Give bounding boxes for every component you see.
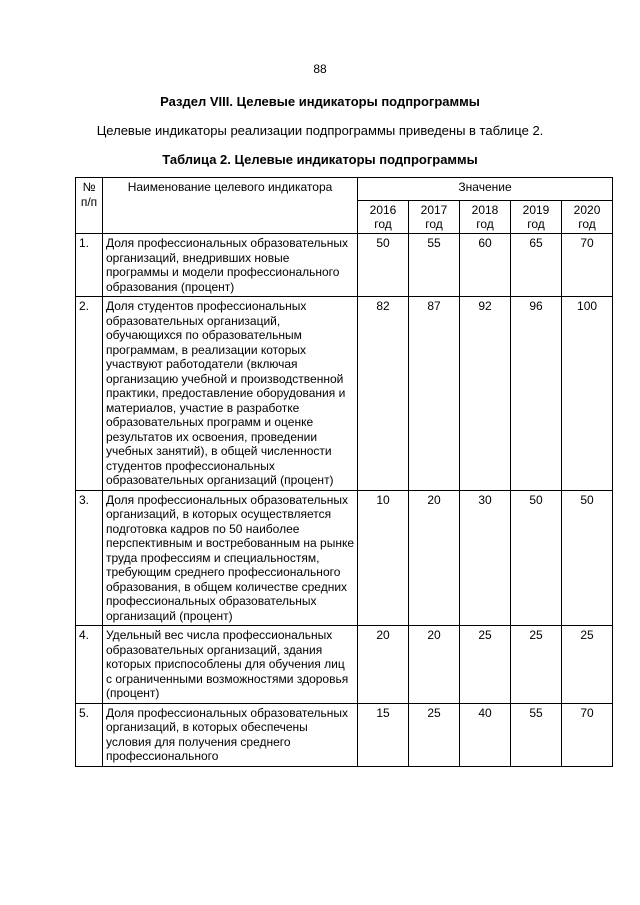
- value-cell: 82: [358, 297, 409, 491]
- value-cell: 20: [409, 626, 460, 704]
- header-indicator-name: Наименование целевого индикатора: [103, 178, 358, 234]
- year-label: 2016: [369, 203, 397, 217]
- value-cell: 55: [511, 703, 562, 766]
- year-unit: год: [578, 217, 596, 231]
- table-caption: Таблица 2. Целевые индикаторы подпрограммы: [162, 152, 478, 167]
- year-label: 2019: [522, 203, 550, 217]
- value-cell: 50: [511, 490, 562, 626]
- indicator-name: Доля профессиональных образовательных организаций, внедривших новые программы и модели профессионального образования (процент): [103, 234, 358, 297]
- header-year: [562, 201, 613, 234]
- value-cell: 50: [358, 234, 409, 297]
- indicator-name: Доля профессиональных образовательных организаций, в которых осуществляется подготовка кадров по 50 наиболее перспективным и востребованным на рынке труда профессиям и специальностям, требующим среднего профессионального образования, в общем количестве средних профессиональных образовательных организаций (процент): [103, 490, 358, 626]
- value-cell: 87: [409, 297, 460, 491]
- row-number: 1.: [76, 234, 103, 297]
- header-number-line2: п/п: [80, 194, 98, 209]
- row-number: 2.: [76, 297, 103, 491]
- intro-paragraph: Целевые индикаторы реализации подпрограммы приведены в таблице 2.: [96, 123, 544, 138]
- indicator-name: Доля профессиональных образовательных организаций, в которых обеспечены условия для получения среднего профессионального: [103, 703, 358, 766]
- year-label: 2017: [420, 203, 448, 217]
- indicator-name: Удельный вес числа профессиональных образовательных организаций, здания которых приспособлены для обучения лиц с ограниченными возможностями здоровья (процент): [103, 626, 358, 704]
- table-row: [76, 703, 613, 766]
- value-cell: 20: [409, 490, 460, 626]
- value-cell: 65: [511, 234, 562, 297]
- year-unit: год: [476, 217, 494, 231]
- value-cell: 25: [511, 626, 562, 704]
- value-cell: 60: [460, 234, 511, 297]
- table-row: [76, 234, 613, 297]
- header-number: [76, 178, 103, 234]
- year-label: 2020: [573, 203, 601, 217]
- year-unit: год: [374, 217, 392, 231]
- value-cell: 25: [409, 703, 460, 766]
- header-values: Значение: [358, 178, 613, 201]
- year-unit: год: [425, 217, 443, 231]
- header-year: [358, 201, 409, 234]
- table-row: [76, 490, 613, 626]
- year-label: 2018: [471, 203, 499, 217]
- value-cell: 10: [358, 490, 409, 626]
- value-cell: 20: [358, 626, 409, 704]
- row-number: 4.: [76, 626, 103, 704]
- table-row: [76, 626, 613, 704]
- row-number: 3.: [76, 490, 103, 626]
- value-cell: 100: [562, 297, 613, 491]
- page-number: 88: [313, 62, 327, 76]
- header-year: [460, 201, 511, 234]
- section-title: Раздел VIII. Целевые индикаторы подпрограммы: [160, 94, 480, 109]
- value-cell: 25: [460, 626, 511, 704]
- value-cell: 40: [460, 703, 511, 766]
- header-number-line1: №: [82, 180, 96, 194]
- value-cell: 30: [460, 490, 511, 626]
- indicator-name: Доля студентов профессиональных образовательных организаций, обучающихся по образовательным программам, в реализации которых участвуют работодатели (включая организацию учебной и производственной практики, предоставление оборудования и материалов, участие в разработке образовательных программ и оценке результатов их освоения, проведении учебных занятий), в общей численности студентов профессиональных образовательных организаций (процент): [103, 297, 358, 491]
- indicators-table: [75, 177, 613, 767]
- value-cell: 92: [460, 297, 511, 491]
- value-cell: 50: [562, 490, 613, 626]
- table-header-row: [76, 178, 613, 201]
- year-unit: год: [527, 217, 545, 231]
- row-number: 5.: [76, 703, 103, 766]
- header-year: [409, 201, 460, 234]
- value-cell: 96: [511, 297, 562, 491]
- table-row: [76, 297, 613, 491]
- value-cell: 55: [409, 234, 460, 297]
- value-cell: 70: [562, 234, 613, 297]
- header-year: [511, 201, 562, 234]
- value-cell: 70: [562, 703, 613, 766]
- value-cell: 25: [562, 626, 613, 704]
- value-cell: 15: [358, 703, 409, 766]
